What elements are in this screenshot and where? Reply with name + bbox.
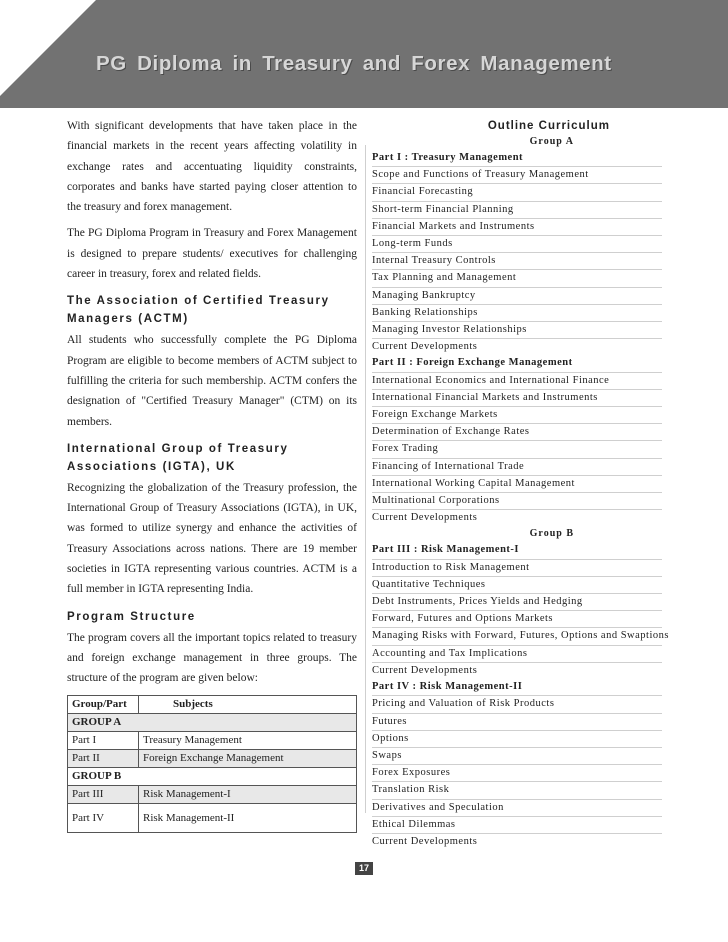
part-2-list bbox=[372, 373, 662, 527]
intro-paragraph-2: The PG Diploma Program in Treasury and Forex Management is designed to prepare students/ executives for challenging career in treasury, forex and related fields. bbox=[67, 227, 357, 281]
list-item: Forex Trading bbox=[372, 441, 662, 458]
table-group-row bbox=[68, 767, 357, 785]
part-2-title: Part II : Foreign Exchange Management bbox=[372, 355, 662, 372]
list-item: Multinational Corporations bbox=[372, 493, 662, 510]
list-item: Ethical Dilemmas bbox=[372, 817, 662, 834]
outline-title: Outline Curriculum bbox=[487, 120, 610, 132]
outline-curriculum bbox=[372, 118, 669, 850]
list-item: Current Developments bbox=[372, 341, 478, 353]
list-item: International Economics and International Finance bbox=[372, 373, 662, 390]
list-item: Futures bbox=[372, 714, 662, 731]
list-item: Scope and Functions of Treasury Management bbox=[372, 167, 662, 184]
left-column bbox=[67, 116, 357, 833]
group-a-label: Group A bbox=[529, 136, 574, 147]
list-item: Foreign Exchange Markets bbox=[372, 407, 662, 424]
part-3-list bbox=[372, 560, 669, 679]
actm-paragraph: All students who successfully complete the PG Diploma Program are eligible to become members of ACTM subject to fulfilling the criteria for such membership. ACTM confers the designation of "Certified Treasury Manager" (CTM) on its members. bbox=[67, 334, 357, 428]
table-row bbox=[68, 803, 357, 832]
list-item: Banking Relationships bbox=[372, 305, 662, 322]
list-item: Financial Forecasting bbox=[372, 184, 662, 201]
table-cell-part: Part IV bbox=[68, 803, 139, 832]
page-number: 17 bbox=[355, 862, 373, 875]
list-item: Internal Treasury Controls bbox=[372, 253, 662, 270]
list-item: Long-term Funds bbox=[372, 236, 662, 253]
list-item: International Financial Markets and Instruments bbox=[372, 390, 662, 407]
intro-paragraph-1: With significant developments that have taken place in the financial markets in the recent years affecting volatility in exchange rates and accentuating liquidity constraints, corporates and banks have started paying closer attention to the treasury and forex management. bbox=[67, 120, 357, 214]
program-structure-heading: Program Structure bbox=[67, 610, 196, 623]
part-1-title: Part I : Treasury Management bbox=[372, 150, 662, 167]
group-b-label: Group B bbox=[529, 528, 574, 540]
list-item: Current Developments bbox=[372, 664, 478, 676]
list-item: Tax Planning and Management bbox=[372, 270, 662, 287]
part-1-list bbox=[372, 167, 662, 355]
list-item: Forex Exposures bbox=[372, 765, 662, 782]
list-item: Quantitative Techniques bbox=[372, 577, 662, 594]
table-cell-subject: Treasury Management bbox=[139, 731, 357, 749]
list-item: Translation Risk bbox=[372, 782, 662, 799]
table-cell-part: Part III bbox=[68, 785, 139, 803]
part-3-title: Part III : Risk Management-I bbox=[372, 542, 662, 559]
list-item: Forward, Futures and Options Markets bbox=[372, 611, 662, 628]
list-item: Current Developments bbox=[372, 835, 478, 847]
table-header-subjects: Subjects bbox=[139, 695, 357, 713]
list-item: Swaps bbox=[372, 748, 662, 765]
table-row bbox=[68, 785, 357, 803]
table-group-a: GROUP A bbox=[68, 713, 357, 731]
list-item: Options bbox=[372, 731, 662, 748]
list-item: International Working Capital Management bbox=[372, 476, 662, 493]
list-item: Determination of Exchange Rates bbox=[372, 424, 662, 441]
column-divider bbox=[365, 145, 366, 813]
part-4-title: Part IV : Risk Management-II bbox=[372, 679, 662, 696]
list-item: Managing Bankruptcy bbox=[372, 288, 662, 305]
table-row bbox=[68, 731, 357, 749]
igta-paragraph: Recognizing the globalization of the Treasury profession, the International Group of Treasury Associations (IGTA), in UK, was formed to utilize synergy and enhance the activities of Treasury Associations across nations. There are 19 member societies in IGTA representing various countries. ACTM is a full member in IGTA representing India. bbox=[67, 481, 357, 596]
table-cell-subject: Risk Management-I bbox=[139, 785, 357, 803]
igta-heading: International Group of Treasury Associations (IGTA), UK bbox=[67, 442, 289, 473]
table-group-row bbox=[68, 713, 357, 731]
table-cell-part: Part I bbox=[68, 731, 139, 749]
list-item: Managing Risks with Forward, Futures, Options and Swaptions bbox=[372, 628, 662, 645]
list-item: Introduction to Risk Management bbox=[372, 560, 662, 577]
part-4-list bbox=[372, 696, 662, 850]
list-item: Short-term Financial Planning bbox=[372, 202, 662, 219]
table-cell-subject: Foreign Exchange Management bbox=[139, 749, 357, 767]
table-header-group-part: Group/Part bbox=[68, 695, 139, 713]
table-row bbox=[68, 749, 357, 767]
list-item: Derivatives and Speculation bbox=[372, 800, 662, 817]
program-structure-table bbox=[67, 695, 357, 833]
header-banner bbox=[0, 0, 728, 108]
banner-corner-cut bbox=[0, 0, 96, 96]
list-item: Current Developments bbox=[372, 512, 478, 524]
table-group-b: GROUP B bbox=[68, 767, 357, 785]
list-item: Pricing and Valuation of Risk Products bbox=[372, 696, 662, 713]
list-item: Debt Instruments, Prices Yields and Hedging bbox=[372, 594, 662, 611]
list-item: Financing of International Trade bbox=[372, 459, 662, 476]
list-item: Managing Investor Relationships bbox=[372, 322, 662, 339]
page-title: PG Diploma in Treasury and Forex Management bbox=[96, 52, 612, 75]
list-item: Accounting and Tax Implications bbox=[372, 646, 662, 663]
table-cell-part: Part II bbox=[68, 749, 139, 767]
actm-heading: The Association of Certified Treasury Managers (ACTM) bbox=[67, 295, 330, 326]
program-structure-paragraph: The program covers all the important topics related to treasury and foreign exchange management in three groups. The structure of the program are given below: bbox=[67, 631, 357, 685]
table-cell-subject: Risk Management-II bbox=[139, 803, 357, 832]
list-item: Financial Markets and Instruments bbox=[372, 219, 662, 236]
table-header-row bbox=[68, 695, 357, 713]
